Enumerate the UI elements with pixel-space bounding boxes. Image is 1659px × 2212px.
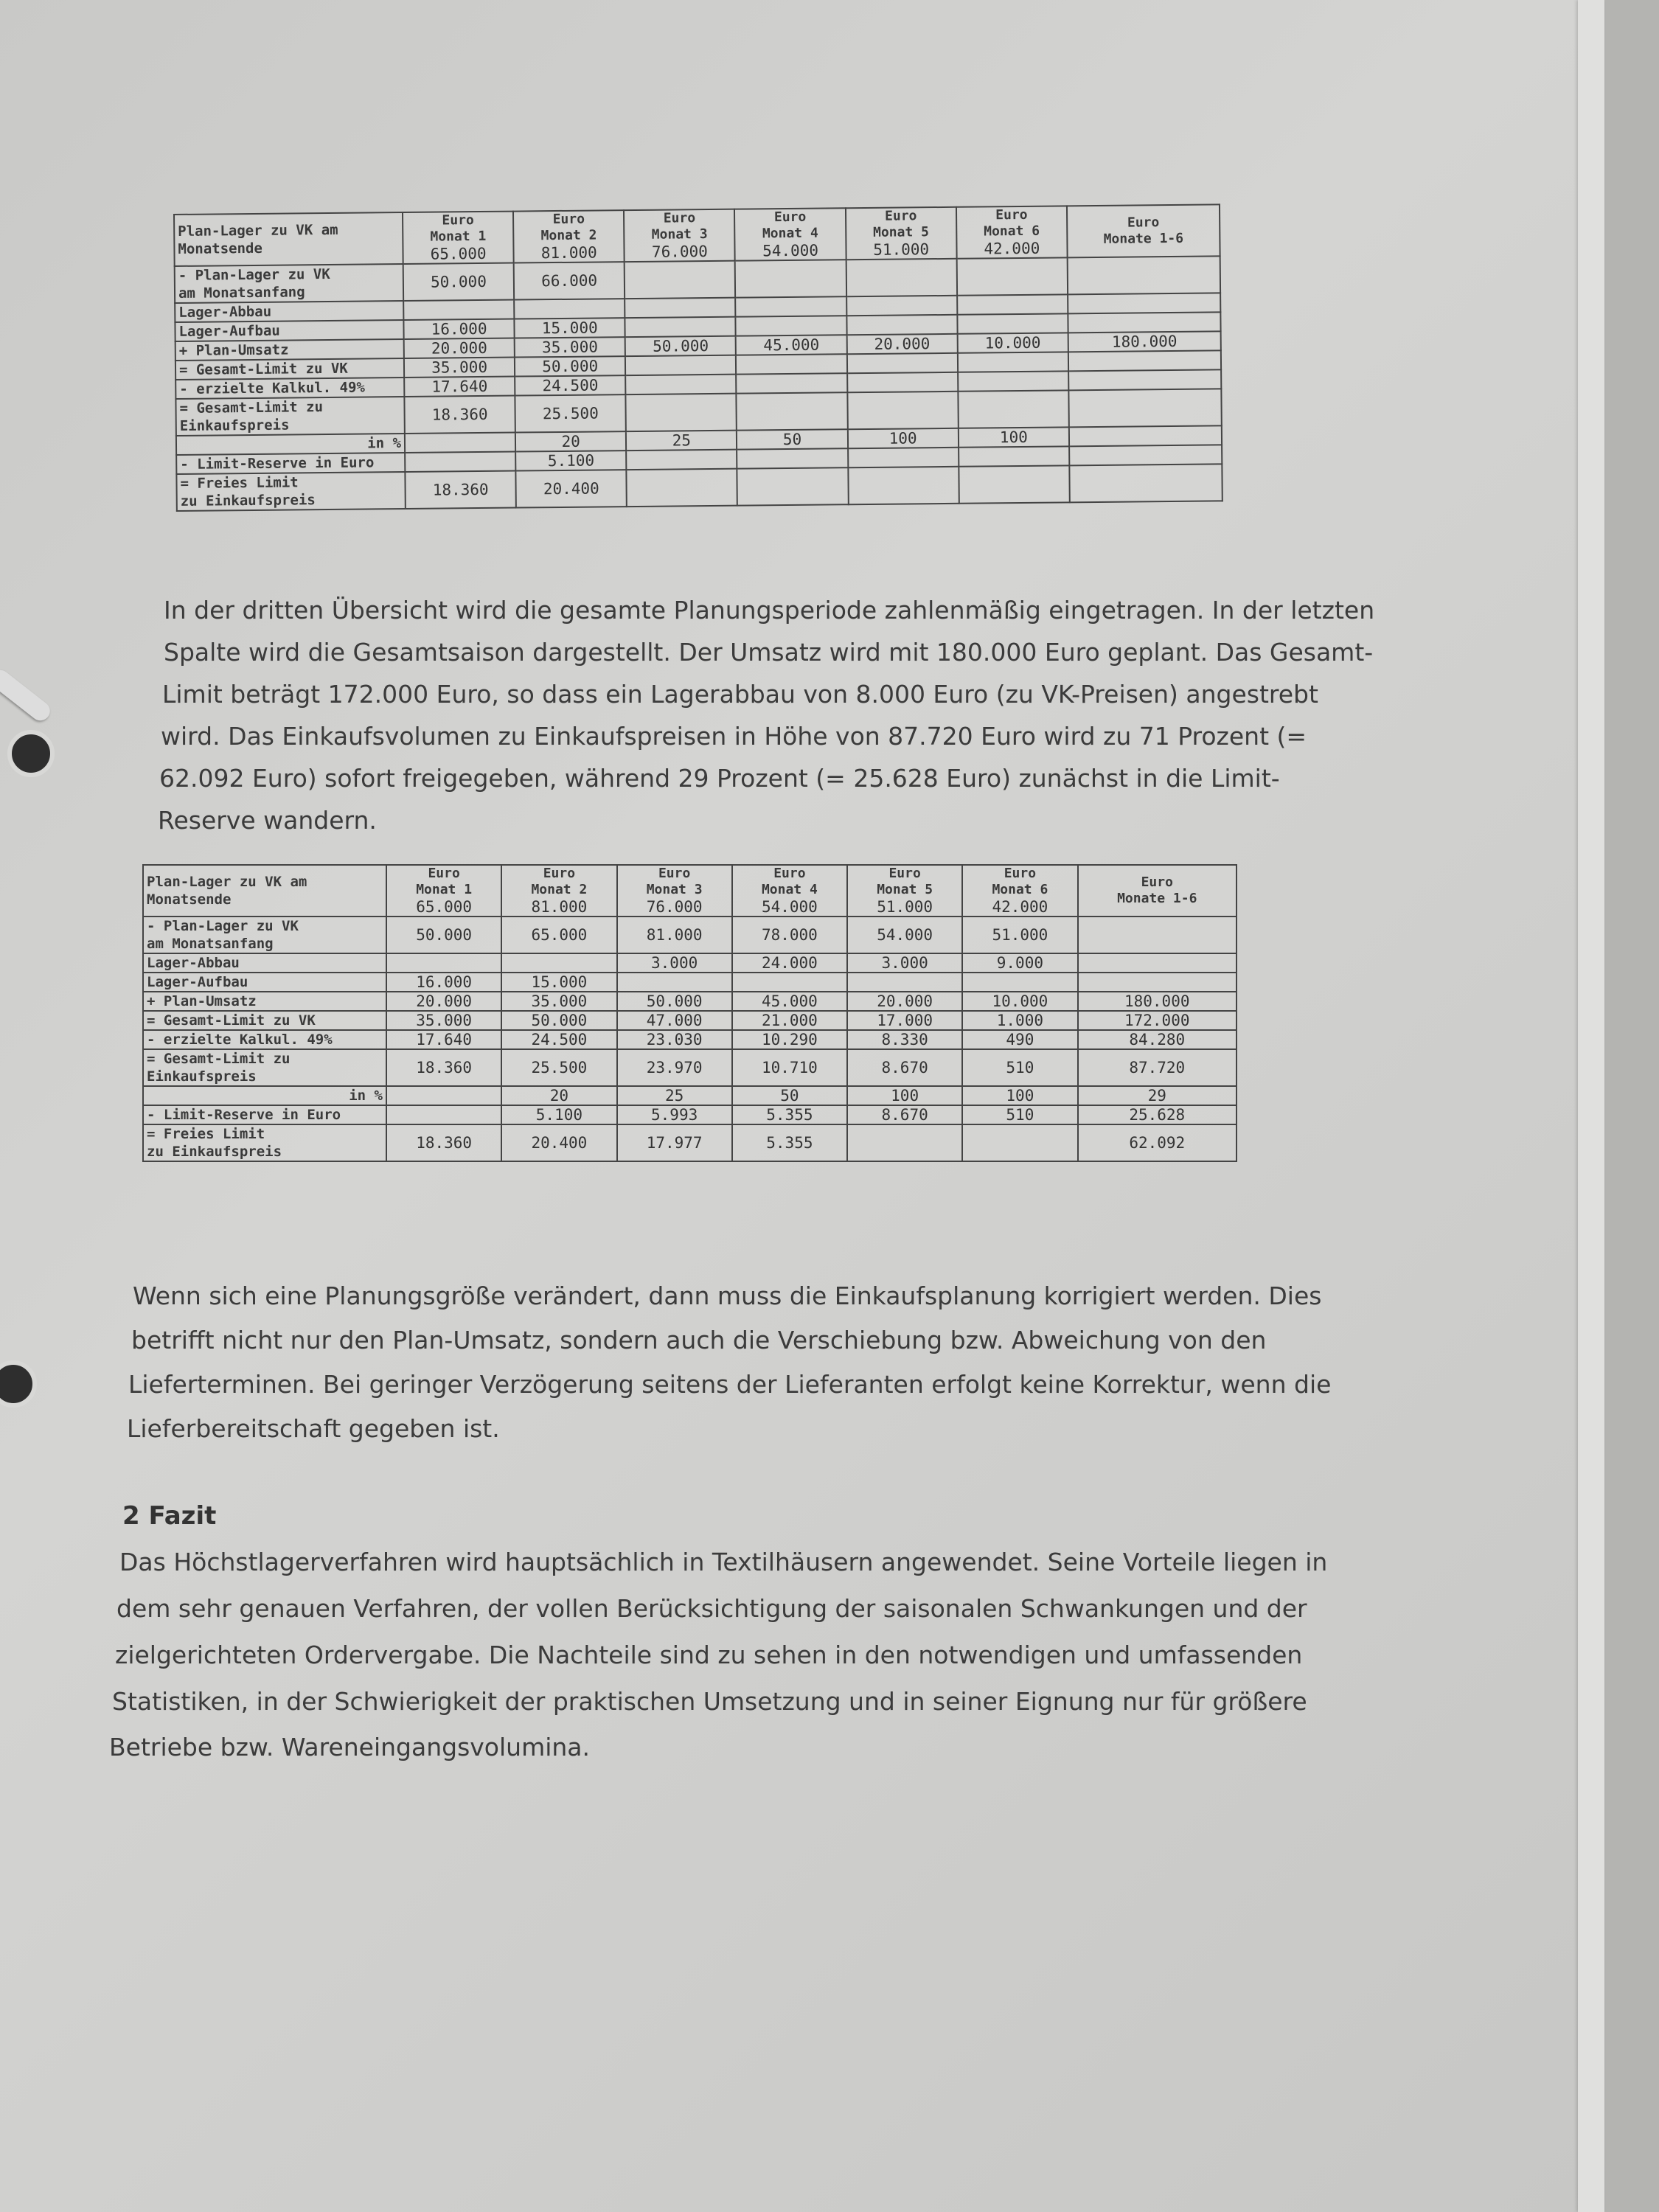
header-month: Monate 1-6	[1103, 230, 1184, 247]
header-currency: Euro	[773, 209, 807, 226]
header-stock: 65.000	[430, 244, 487, 263]
table-cell	[1069, 425, 1222, 446]
table-cell: 25.628	[1078, 1105, 1237, 1124]
table-cell: 100	[962, 1086, 1077, 1105]
table-cell: 10.000	[957, 333, 1068, 352]
paragraph-line: Reserve wandern.	[158, 806, 377, 835]
table-cell: 21.000	[732, 1011, 847, 1030]
paragraph-line: dem sehr genauen Verfahren, der vollen Berücksichtigung der saisonalen Schwankungen und der	[116, 1594, 1307, 1623]
table-cell: 17.640	[404, 377, 515, 397]
table-row	[143, 917, 1237, 953]
row-label: Lager-Aufbau	[175, 320, 403, 341]
row-label: Lager-Abbau	[143, 953, 386, 973]
row-label: - erzielte Kalkul. 49%	[175, 378, 404, 399]
header-currency: Euro	[552, 211, 585, 228]
header-cell	[956, 206, 1068, 258]
table-cell: 47.000	[617, 1011, 732, 1030]
table-cell: 50.000	[625, 336, 736, 356]
header-cell	[846, 207, 957, 260]
table-cell: 29	[1078, 1086, 1237, 1105]
row-label-line-2: zu Einkaufspreis	[147, 1144, 282, 1160]
header-cell	[501, 865, 616, 917]
table-cell	[625, 261, 736, 299]
table-cell: 20.000	[404, 338, 515, 358]
row-label-line-2: am Monatsanfang	[147, 936, 274, 952]
row-label	[143, 917, 386, 953]
row-label: Lager-Abbau	[175, 301, 403, 322]
table-cell	[1068, 389, 1222, 427]
table-cell: 100	[847, 1086, 962, 1105]
table-cell	[625, 355, 736, 375]
table-cell: 180.000	[1078, 992, 1237, 1011]
table-cell: 5.100	[501, 1105, 616, 1124]
row-label: + Plan-Umsatz	[143, 992, 386, 1011]
table-cell: 16.000	[386, 973, 501, 992]
table-cell: 17.000	[847, 1011, 962, 1030]
plan-table-1	[173, 204, 1223, 512]
table-cell	[846, 315, 957, 335]
header-cell	[386, 865, 501, 917]
table-cell: 50	[732, 1086, 847, 1105]
table-cell	[847, 1124, 962, 1161]
table-cell	[1078, 917, 1237, 953]
table-cell: 23.970	[617, 1049, 732, 1086]
table-cell: 25	[617, 1086, 732, 1105]
row-label-line-2: Einkaufspreis	[179, 417, 290, 434]
paragraph-line: wird. Das Einkaufsvolumen zu Einkaufspreisen in Höhe von 87.720 Euro wird zu 71 Prozent (=	[161, 722, 1307, 751]
table-cell	[1078, 953, 1237, 973]
header-month: Monat 3	[646, 882, 703, 897]
table-cell: 54.000	[847, 917, 962, 953]
table-cell	[848, 448, 959, 467]
paragraph-line: Wenn sich eine Planungsgröße verändert, dann muss die Einkaufsplanung korrigiert werden. Dies	[133, 1281, 1322, 1310]
paragraph-line: In der dritten Übersicht wird die gesamte Planungsperiode zahlenmäßig eingetragen. In der letzten	[164, 596, 1375, 625]
table-cell	[1078, 973, 1237, 992]
table-cell: 20	[515, 431, 626, 451]
table-cell: 50.000	[403, 263, 515, 301]
table-cell	[956, 257, 1068, 295]
header-currency: Euro	[442, 212, 474, 229]
header-currency: Euro	[1004, 866, 1037, 881]
header-cell	[734, 208, 846, 260]
header-month: Monat 4	[762, 225, 818, 242]
paragraph-line: 62.092 Euro) sofort freigegeben, während 29 Prozent (= 25.628 Euro) zunächst in die Limit-	[159, 764, 1280, 793]
header-month: Monat 5	[872, 224, 930, 240]
table-cell: 25.500	[515, 394, 627, 432]
table-cell: 17.977	[617, 1124, 732, 1161]
table-cell: 45.000	[736, 335, 846, 355]
table-cell	[737, 392, 848, 430]
table-cell: 62.092	[1078, 1124, 1237, 1161]
header-month: Monat 6	[992, 882, 1048, 897]
table-cell: 20.400	[516, 470, 627, 507]
table-cell: 24.000	[732, 953, 847, 973]
table-cell	[847, 392, 959, 429]
table-cell	[626, 394, 737, 431]
table-cell	[962, 1124, 1077, 1161]
row-label: - erzielte Kalkul. 49%	[143, 1030, 386, 1049]
header-currency: Euro	[995, 206, 1028, 223]
table-cell	[501, 953, 616, 973]
row-label: in %	[143, 1086, 386, 1105]
table-cell: 10.000	[962, 992, 1077, 1011]
header-currency: Euro	[658, 866, 691, 881]
header-stock: 51.000	[873, 240, 930, 259]
table-cell: 20.000	[846, 334, 957, 354]
table-cell: 8.330	[847, 1030, 962, 1049]
table-cell	[405, 452, 515, 472]
header-cell	[403, 212, 514, 264]
row-label-line-1: - Plan-Lager zu VK	[147, 918, 299, 934]
table-cell	[732, 973, 847, 992]
table-cell: 15.000	[515, 318, 625, 338]
header-month: Monat 6	[984, 223, 1040, 240]
table-cell: 20	[501, 1086, 616, 1105]
table-cell	[403, 300, 514, 320]
paragraph-line: Das Höchstlagerverfahren wird hauptsächlich in Textilhäusern angewendet. Seine Vorteile liegen in	[119, 1548, 1328, 1576]
header-currency: Euro	[773, 866, 806, 881]
table-row	[143, 992, 1237, 1011]
table-cell: 20.400	[501, 1124, 616, 1161]
row-label-line-2: Einkaufspreis	[147, 1068, 257, 1085]
row-label-line-2: am Monatsanfang	[178, 284, 305, 302]
row-label-line-1: - Plan-Lager zu VK	[178, 265, 330, 284]
table-cell	[1068, 312, 1220, 333]
header-currency: Euro	[884, 208, 917, 224]
row-label	[143, 1124, 386, 1161]
table-cell: 84.280	[1078, 1030, 1237, 1049]
header-currency: Euro	[888, 866, 921, 881]
header-stock: 42.000	[992, 898, 1048, 916]
table-row	[143, 973, 1237, 992]
table-cell	[1068, 256, 1221, 294]
table-cell	[617, 973, 732, 992]
header-cell	[617, 865, 732, 917]
table-cell: 25.500	[501, 1049, 616, 1086]
paragraph-line: Lieferbereitschaft gegeben ist.	[127, 1414, 500, 1443]
header-stock: 65.000	[416, 898, 473, 916]
header-cell	[847, 865, 962, 917]
table-cell: 18.360	[405, 471, 516, 509]
table-cell: 16.000	[403, 319, 514, 339]
header-month: Monat 2	[531, 882, 588, 897]
section-heading: 2 Fazit	[122, 1501, 217, 1531]
table-cell	[737, 373, 847, 393]
row-label: = Gesamt-Limit zu VK	[143, 1011, 386, 1030]
table-cell: 24.500	[501, 1030, 616, 1049]
table-cell: 510	[962, 1049, 1077, 1086]
table-cell: 50.000	[386, 917, 501, 953]
table-cell	[625, 375, 736, 394]
row-label	[175, 264, 403, 303]
table-cell	[957, 294, 1068, 314]
table-cell	[626, 450, 737, 470]
table-cell: 35.000	[404, 358, 515, 378]
table-cell: 50	[737, 429, 847, 449]
table-cell: 20.000	[847, 992, 962, 1011]
corner-line-2: Monatsende	[147, 891, 232, 908]
paragraph-line: betrifft nicht nur den Plan-Umsatz, sondern auch die Verschiebung bzw. Abweichung von den	[131, 1326, 1267, 1354]
table-cell: 18.360	[386, 1124, 501, 1161]
header-stock: 76.000	[651, 243, 708, 261]
table-cell	[846, 296, 957, 316]
header-stock: 76.000	[646, 898, 703, 916]
table-cell	[958, 352, 1068, 372]
table-cell: 15.000	[501, 973, 616, 992]
paragraph-line: Betriebe bzw. Wareneingangsvolumina.	[109, 1733, 591, 1761]
paragraph-line: Lieferterminen. Bei geringer Verzögerung seitens der Lieferanten erfolgt keine Korrektur, wenn die	[128, 1370, 1332, 1399]
table-row	[143, 1086, 1237, 1105]
table-cell	[1068, 350, 1221, 371]
header-month: Monat 3	[651, 226, 708, 243]
table-cell: 18.360	[386, 1049, 501, 1086]
table-cell	[958, 390, 1069, 428]
header-stock: 54.000	[762, 241, 819, 260]
table-cell: 20.000	[386, 992, 501, 1011]
row-label-line-2: zu Einkaufspreis	[180, 492, 316, 509]
table-cell	[736, 316, 846, 335]
table-cell: 18.360	[404, 396, 515, 434]
header-currency: Euro	[1127, 215, 1160, 231]
header-cell	[962, 865, 1077, 917]
plan-table-2	[142, 864, 1237, 1162]
table-cell: 51.000	[962, 917, 1077, 953]
table-cell: 35.000	[501, 992, 616, 1011]
header-month: Monat 2	[540, 227, 597, 244]
table-corner-label	[143, 865, 386, 917]
header-stock: 81.000	[540, 243, 597, 262]
table-cell: 66.000	[514, 262, 625, 299]
table-cell: 5.100	[515, 451, 626, 470]
header-cell	[1067, 204, 1220, 257]
row-label: in %	[176, 434, 405, 455]
table-header-row	[143, 865, 1237, 917]
row-label: - Limit-Reserve in Euro	[176, 453, 405, 474]
table-cell	[958, 371, 1068, 391]
table-cell	[625, 317, 736, 337]
header-month: Monat 5	[877, 882, 933, 897]
table-cell: 23.030	[617, 1030, 732, 1049]
table-cell: 65.000	[501, 917, 616, 953]
row-label-line-1: = Freies Limit	[180, 474, 299, 492]
table-row	[143, 953, 1237, 973]
table-cell: 24.500	[515, 375, 625, 395]
table-cell	[405, 433, 515, 453]
row-label	[143, 1049, 386, 1086]
header-cell	[1078, 865, 1237, 917]
table-cell: 87.720	[1078, 1049, 1237, 1086]
table-cell	[1069, 464, 1222, 502]
header-stock: 42.000	[984, 239, 1040, 258]
table-cell: 9.000	[962, 953, 1077, 973]
header-month: Monat 4	[761, 882, 818, 897]
row-label-line-1: = Gesamt-Limit zu	[179, 399, 324, 417]
header-cell	[513, 210, 625, 262]
corner-line-1: Plan-Lager zu VK am	[178, 221, 338, 240]
table-cell	[625, 298, 735, 318]
table-cell: 5.355	[732, 1105, 847, 1124]
table-cell	[959, 446, 1069, 466]
table-cell: 81.000	[617, 917, 732, 953]
header-month: Monat 1	[416, 882, 473, 897]
table-cell: 35.000	[386, 1011, 501, 1030]
table-cell: 5.355	[732, 1124, 847, 1161]
table-cell	[386, 1105, 501, 1124]
table-cell	[737, 467, 849, 505]
table-cell	[848, 467, 959, 504]
row-label: + Plan-Umsatz	[175, 339, 404, 361]
table-cell	[386, 1086, 501, 1105]
corner-line-1: Plan-Lager zu VK am	[147, 874, 307, 890]
header-stock: 54.000	[761, 898, 818, 916]
table-cell	[1068, 293, 1220, 313]
row-label	[175, 397, 404, 436]
header-currency: Euro	[543, 866, 576, 881]
header-currency: Euro	[1141, 874, 1173, 890]
table-cell: 180.000	[1068, 331, 1221, 352]
table-cell	[386, 953, 501, 973]
table-cell: 45.000	[732, 992, 847, 1011]
table-row	[143, 1030, 1237, 1049]
table-cell: 100	[959, 427, 1069, 447]
table-cell: 10.710	[732, 1049, 847, 1086]
table-cell: 35.000	[515, 337, 625, 357]
header-month: Monate 1-6	[1117, 891, 1197, 906]
table-row	[143, 1105, 1237, 1124]
row-label: - Limit-Reserve in Euro	[143, 1105, 386, 1124]
table-row	[143, 1011, 1237, 1030]
table-cell	[846, 353, 957, 373]
header-cell	[732, 865, 847, 917]
table-cell: 50.000	[501, 1011, 616, 1030]
table-cell	[736, 354, 846, 374]
table-cell: 10.290	[732, 1030, 847, 1049]
table-cell	[737, 448, 848, 468]
table-cell	[1069, 445, 1222, 465]
table-cell: 490	[962, 1030, 1077, 1049]
table-cell: 50.000	[617, 992, 732, 1011]
header-stock: 81.000	[531, 898, 588, 916]
table-cell: 17.640	[386, 1030, 501, 1049]
table-row	[143, 1124, 1237, 1161]
header-stock: 51.000	[877, 898, 933, 916]
table-cell	[847, 973, 962, 992]
table-cell: 8.670	[847, 1049, 962, 1086]
table-cell: 3.000	[847, 953, 962, 973]
table-cell: 3.000	[617, 953, 732, 973]
paragraph-line: Limit beträgt 172.000 Euro, so dass ein Lagerabbau von 8.000 Euro (zu VK-Preisen) angestrebt	[162, 680, 1318, 709]
page-stack-edge	[1578, 0, 1604, 2212]
row-label: = Gesamt-Limit zu VK	[175, 358, 404, 380]
table-cell: 5.993	[617, 1105, 732, 1124]
paragraph-line: zielgerichteten Ordervergabe. Die Nachteile sind zu sehen in den notwendigen und umfassenden	[115, 1641, 1303, 1669]
paragraph-line: Statistiken, in der Schwierigkeit der praktischen Umsetzung und in seiner Eignung nur für größere	[112, 1687, 1307, 1716]
table-cell	[735, 260, 846, 297]
header-cell	[624, 209, 735, 262]
binder-hole-top	[7, 730, 55, 777]
table-cell	[846, 259, 957, 296]
table-cell: 25	[626, 431, 737, 451]
table-row	[143, 1049, 1237, 1086]
table-cell	[514, 299, 625, 319]
row-label-line-1: = Gesamt-Limit zu	[147, 1051, 291, 1067]
table-cell: 78.000	[732, 917, 847, 953]
table-cell	[1068, 369, 1221, 390]
table-cell: 1.000	[962, 1011, 1077, 1030]
table-cell	[627, 469, 738, 507]
header-month: Monat 1	[430, 228, 487, 245]
table-cell: 50.000	[515, 356, 625, 376]
row-label	[176, 472, 405, 511]
table-cell	[962, 973, 1077, 992]
table-cell: 172.000	[1078, 1011, 1237, 1030]
header-currency: Euro	[428, 866, 460, 881]
corner-line-2: Monatsende	[178, 240, 262, 257]
table-corner-label	[174, 212, 403, 266]
paragraph-line: Spalte wird die Gesamtsaison dargestellt. Der Umsatz wird mit 180.000 Euro geplant. Das Gesamt-	[164, 638, 1374, 667]
table-cell: 100	[847, 428, 958, 448]
table-cell: 8.670	[847, 1105, 962, 1124]
table-cell: 510	[962, 1105, 1077, 1124]
header-currency: Euro	[663, 210, 696, 226]
table-cell	[736, 296, 846, 316]
row-label: Lager-Aufbau	[143, 973, 386, 992]
table-cell	[959, 465, 1070, 503]
table-cell	[847, 372, 958, 392]
table-cell	[957, 313, 1068, 333]
row-label-line-1: = Freies Limit	[147, 1126, 265, 1142]
